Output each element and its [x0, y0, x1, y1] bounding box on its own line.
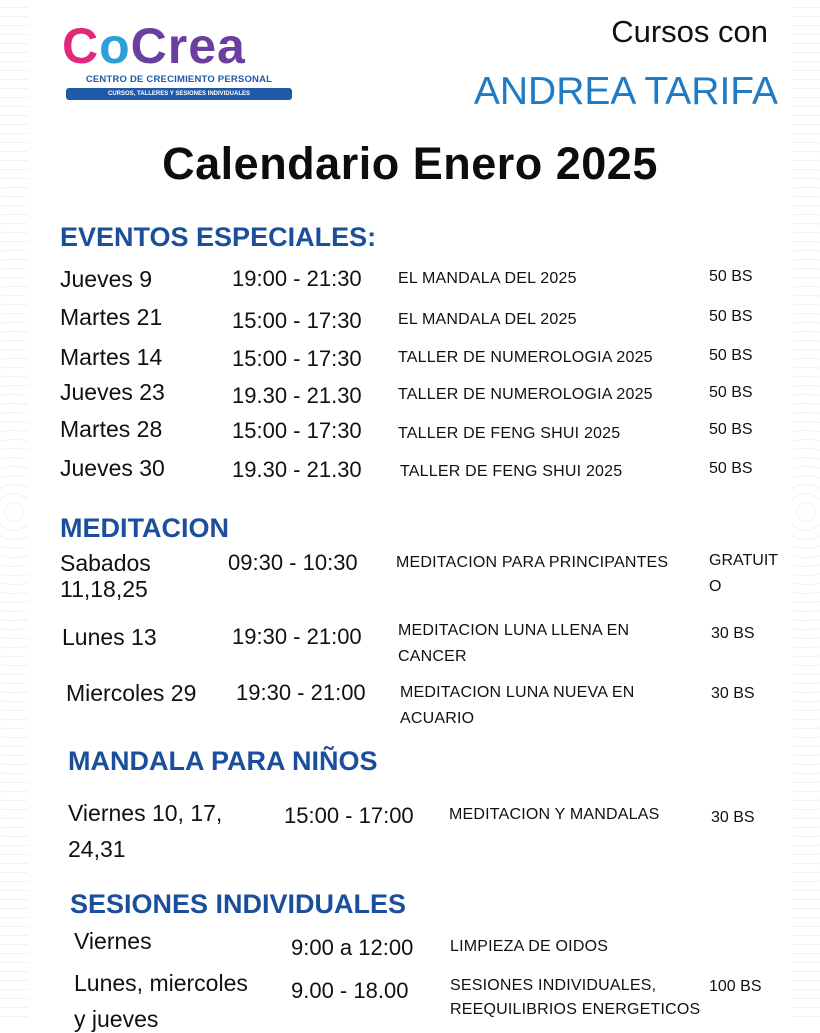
session-description-cont: REEQUILIBRIOS ENERGETICOS	[450, 1001, 701, 1018]
meditation-day: Miercoles 29	[66, 680, 197, 706]
event-price: 50 BS	[709, 421, 753, 438]
cocrea-logo	[62, 20, 294, 104]
meditation-time: 19:30 - 21:00	[236, 680, 366, 705]
logo-subtitle: CENTRO DE CRECIMIENTO PERSONAL	[85, 74, 273, 85]
event-price: 50 BS	[709, 308, 753, 325]
event-time: 19.30 - 21.30	[232, 383, 362, 408]
logo-wordmark: CoCrea	[62, 18, 246, 74]
session-time: 9.00 - 18.00	[291, 978, 409, 1003]
session-price: 100 BS	[709, 978, 762, 995]
section-title-eventos: EVENTOS ESPECIALES:	[60, 222, 377, 252]
mandala-description: MEDITACION Y MANDALAS	[449, 806, 660, 823]
meditation-description: MEDITACION LUNA LLENA EN	[398, 622, 630, 639]
event-time: 15:00 - 17:30	[232, 346, 362, 371]
meditation-description: MEDITACION LUNA NUEVA EN	[400, 684, 635, 701]
session-day-cont: y jueves	[74, 1006, 159, 1032]
instructor-name: ANDREA TARIFA	[473, 70, 778, 113]
event-description: TALLER DE NUMEROLOGIA 2025	[398, 349, 653, 366]
session-time: 9:00 a 12:00	[291, 935, 414, 960]
event-price: 50 BS	[709, 460, 753, 477]
event-description: EL MANDALA DEL 2025	[398, 311, 577, 328]
event-price: 50 BS	[709, 268, 753, 285]
session-description: LIMPIEZA DE OIDOS	[450, 938, 609, 955]
mandala-day: Viernes 10, 17,	[68, 800, 223, 826]
meditation-description-cont: CANCER	[398, 648, 467, 665]
event-description: TALLER DE FENG SHUI 2025	[400, 463, 623, 480]
mandala-time: 15:00 - 17:00	[284, 803, 414, 828]
event-time: 19:00 - 21:30	[232, 266, 362, 291]
meditation-day: Sabados	[60, 550, 151, 576]
session-day: Lunes, miercoles	[74, 970, 248, 996]
meditation-time: 19:30 - 21:00	[232, 624, 362, 649]
session-day: Viernes	[74, 928, 152, 954]
section-title-mandala: MANDALA PARA NIÑOS	[68, 746, 378, 776]
event-day: Jueves 30	[60, 455, 165, 481]
section-title-sesiones: SESIONES INDIVIDUALES	[70, 889, 407, 919]
event-time: 15:00 - 17:30	[232, 308, 362, 333]
meditation-price: 30 BS	[711, 625, 755, 642]
meditation-description: MEDITACION PARA PRINCIPANTES	[396, 554, 669, 571]
meditation-day-dates: 11,18,25	[60, 576, 148, 602]
event-description: TALLER DE FENG SHUI 2025	[398, 425, 621, 442]
event-time: 19.30 - 21.30	[232, 457, 362, 482]
event-description: TALLER DE NUMEROLOGIA 2025	[398, 386, 653, 403]
event-day: Martes 28	[60, 416, 163, 442]
event-time: 15:00 - 17:30	[232, 418, 362, 443]
session-description: SESIONES INDIVIDUALES,	[450, 977, 657, 994]
mandala-day-dates: 24,31	[68, 836, 126, 862]
event-price: 50 BS	[709, 384, 753, 401]
event-description: EL MANDALA DEL 2025	[398, 270, 577, 287]
event-day: Jueves 23	[60, 379, 165, 405]
section-title-meditacion: MEDITACION	[60, 513, 229, 543]
meditation-price-cont: O	[709, 578, 722, 595]
event-day: Jueves 9	[60, 266, 153, 292]
cursos-con-label: Cursos con	[611, 14, 768, 49]
meditation-time: 09:30 - 10:30	[228, 550, 358, 575]
page-title: Calendario Enero 2025	[162, 138, 658, 189]
meditation-description-cont: ACUARIO	[400, 710, 475, 727]
meditation-price: GRATUIT	[709, 552, 779, 569]
meditation-price: 30 BS	[711, 685, 755, 702]
meditation-day: Lunes 13	[62, 624, 157, 650]
event-price: 50 BS	[709, 347, 753, 364]
event-day: Martes 14	[60, 344, 163, 370]
event-day: Martes 21	[60, 304, 163, 330]
logo-tagline: CURSOS, TALLERES Y SESIONES INDIVIDUALES	[66, 88, 292, 100]
mandala-price: 30 BS	[711, 809, 755, 826]
